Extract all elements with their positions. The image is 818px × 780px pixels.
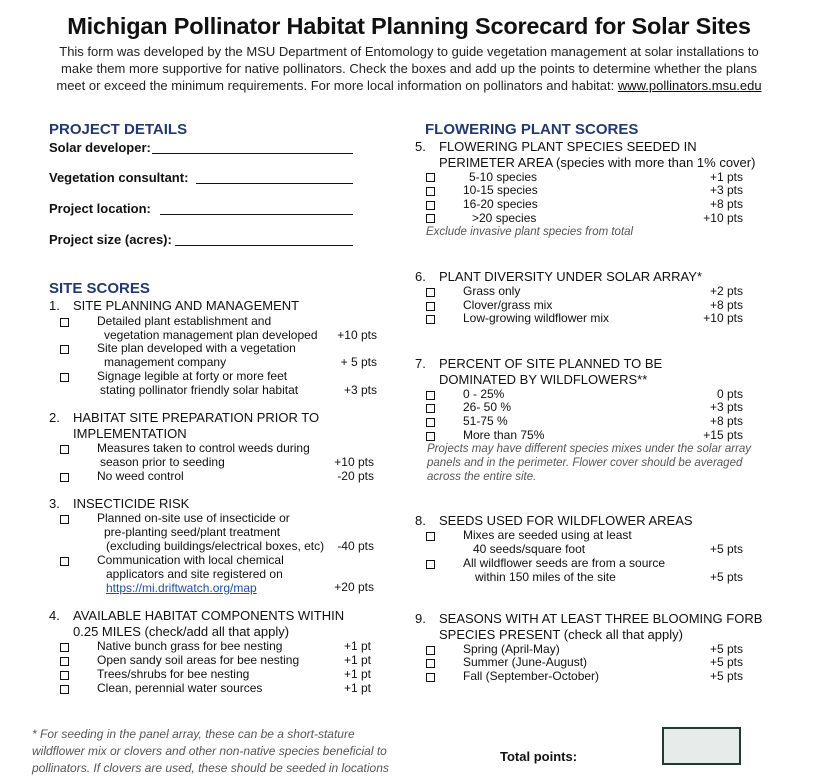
- q4-item3-points: +1 pt: [343, 667, 371, 681]
- q4-item3-label: Trees/shrubs for bee nesting: [97, 667, 250, 681]
- q5-item3-label: 16-20 species: [463, 197, 538, 211]
- total-points-label: Total points:: [500, 749, 578, 764]
- q4-item1-checkbox[interactable]: [60, 643, 69, 652]
- q2-title-line2: IMPLEMENTATION: [73, 426, 187, 441]
- q2-heading: [49, 410, 389, 442]
- q5-title-line1: FLOWERING PLANT SPECIES SEEDED IN: [439, 139, 697, 154]
- q4-heading: [49, 608, 389, 640]
- q5-item3-points: +8 pts: [709, 197, 743, 211]
- q7-item4-points: +15 pts: [703, 428, 743, 442]
- q3-item1-line2: pre-planting seed/plant treatment: [104, 525, 281, 539]
- q8-number: 8.: [415, 513, 426, 528]
- flowering-plant-scores-heading: FLOWERING PLANT SCORES: [425, 121, 639, 138]
- intro-text: [40, 43, 778, 94]
- q2-item2-line1: No weed control: [97, 469, 184, 483]
- q2-title-line1: HABITAT SITE PREPARATION PRIOR TO: [73, 410, 320, 425]
- q9-title-line1: SEASONS WITH AT LEAST THREE BLOOMING FORB: [439, 611, 763, 626]
- q7-number: 7.: [415, 356, 426, 371]
- q5-item3-checkbox[interactable]: [426, 201, 435, 210]
- q3-item1-line1: Planned on-site use of insecticide or: [97, 511, 290, 525]
- q5-number: 5.: [415, 139, 426, 154]
- intro-line-1: This form was developed by the MSU Department of Entomology to guide vegetation management at solar installations to: [59, 44, 759, 59]
- vegetation-consultant-field[interactable]: [196, 183, 353, 184]
- q9-item2-label: Summer (June-August): [463, 655, 588, 669]
- q7-item1-checkbox[interactable]: [426, 391, 435, 400]
- q2-item1-line2: season prior to seeding: [100, 455, 225, 469]
- q9-item1-points: +5 pts: [709, 642, 743, 656]
- q9-item3-label: Fall (September-October): [463, 669, 600, 683]
- intro-line-3: [40, 77, 778, 94]
- q7-item4-label: More than 75%: [463, 428, 545, 442]
- q8-item2-line1: All wildflower seeds are from a source: [463, 556, 666, 570]
- q5-item1-checkbox[interactable]: [426, 173, 435, 182]
- q5-item2-label: 10-15 species: [463, 183, 538, 197]
- q1-item3-line2: stating pollinator friendly solar habitat: [100, 383, 299, 397]
- q7-heading: [415, 356, 805, 388]
- q1-item2-points: + 5 pts: [340, 355, 377, 369]
- q6-item3-label: Low-growing wildflower mix: [463, 311, 610, 325]
- pollinators-link[interactable]: www.pollinators.msu.edu: [617, 78, 762, 93]
- q2-item2-points: -20 pts: [337, 469, 374, 483]
- q7-note-line3: across the entire site.: [427, 471, 537, 483]
- q7-item2-checkbox[interactable]: [426, 404, 435, 413]
- solar-developer-label: Solar developer:: [49, 140, 151, 155]
- q7-item3-points: +8 pts: [709, 414, 743, 428]
- q6-item1-label: Grass only: [463, 284, 521, 298]
- q9-item2-points: +5 pts: [709, 655, 743, 669]
- q7-item4-checkbox[interactable]: [426, 432, 435, 441]
- vegetation-consultant-label: Vegetation consultant:: [49, 170, 189, 185]
- q1-item2-line2: management company: [104, 355, 227, 369]
- q3-item1-points: -40 pts: [337, 539, 374, 553]
- q3-item2-line1: Communication with local chemical: [97, 553, 284, 567]
- q4-item1-points: +1 pt: [343, 639, 371, 653]
- q3-item1-checkbox[interactable]: [60, 515, 69, 524]
- q7-item2-points: +3 pts: [709, 400, 743, 414]
- q6-number: 6.: [415, 269, 426, 284]
- q4-item4-checkbox[interactable]: [60, 685, 69, 694]
- q6-item1-points: +2 pts: [709, 284, 743, 298]
- q4-title-line1: AVAILABLE HABITAT COMPONENTS WITHIN: [73, 608, 345, 623]
- q5-note: Exclude invasive plant species from total: [426, 226, 634, 238]
- q3-number: 3.: [49, 496, 60, 511]
- q9-item3-points: +5 pts: [709, 669, 743, 683]
- q8-item1-line1: Mixes are seeded using at least: [463, 528, 632, 542]
- footnote-line2: wildflower mix or clovers and other non-native species beneficial to: [32, 744, 387, 758]
- q9-item2-checkbox[interactable]: [426, 659, 435, 668]
- q3-item2-points: +20 pts: [334, 580, 374, 594]
- project-location-field[interactable]: [160, 214, 353, 215]
- q1-item2-line1: Site plan developed with a vegetation: [97, 341, 296, 355]
- q5-item2-points: +3 pts: [709, 183, 743, 197]
- q9-heading: [415, 611, 805, 643]
- q5-item1-points: +1 pts: [709, 170, 743, 184]
- q4-item1-label: Native bunch grass for bee nesting: [97, 639, 283, 653]
- q7-item3-checkbox[interactable]: [426, 418, 435, 427]
- q1-heading: [49, 298, 389, 314]
- q5-item4-label: >20 species: [472, 211, 537, 225]
- q1-item1-line2: vegetation management plan developed: [104, 328, 318, 342]
- q2-item1-points: +10 pts: [334, 455, 374, 469]
- q4-title-line2: 0.25 MILES (check/add all that apply): [73, 624, 290, 639]
- q2-number: 2.: [49, 410, 60, 425]
- q1-item3-checkbox[interactable]: [60, 373, 69, 382]
- q7-item1-label: 0 - 25%: [463, 387, 505, 401]
- q8-title: SEEDS USED FOR WILDFLOWER AREAS: [439, 513, 693, 528]
- q7-item1-points: 0 pts: [716, 387, 743, 401]
- q3-item2-line2: applicators and site registered on: [106, 567, 283, 581]
- q5-item4-checkbox[interactable]: [426, 214, 435, 223]
- q1-item2-checkbox[interactable]: [60, 345, 69, 354]
- q9-title-line2: SPECIES PRESENT (check all that apply): [439, 627, 683, 642]
- q6-title: PLANT DIVERSITY UNDER SOLAR ARRAY*: [439, 269, 702, 284]
- q4-item2-points: +1 pt: [343, 653, 371, 667]
- footnote-line1: * For seeding in the panel array, these can be a short-stature: [32, 727, 355, 741]
- total-points-box[interactable]: [662, 727, 741, 765]
- q7-title-line2: DOMINATED BY WILDFLOWERS**: [439, 372, 648, 387]
- q7-note-line1: Projects may have different species mixes under the solar array: [427, 443, 752, 455]
- q3-title: INSECTICIDE RISK: [73, 496, 190, 511]
- project-size-field[interactable]: [175, 245, 353, 246]
- intro-line-3-text: meet or exceed the minimum requirements. For more local information on pollinators and habitat:: [56, 78, 618, 93]
- q1-item1-checkbox[interactable]: [60, 318, 69, 327]
- q7-note-line2: panels and in the perimeter. Flower cover should be averaged: [427, 457, 743, 469]
- q3-heading: [49, 496, 389, 512]
- q1-item3-points: +3 pts: [343, 383, 377, 397]
- q9-number: 9.: [415, 611, 426, 626]
- q3-item1-line3: (excluding buildings/electrical boxes, etc): [106, 539, 325, 553]
- q4-item2-checkbox[interactable]: [60, 657, 69, 666]
- q1-item1-points: +10 pts: [337, 328, 377, 342]
- q3-item2-checkbox[interactable]: [60, 557, 69, 566]
- q5-heading: [415, 139, 805, 171]
- solar-developer-field[interactable]: [152, 153, 353, 154]
- q9-item1-label: Spring (April-May): [463, 642, 560, 656]
- q6-heading: [415, 269, 805, 285]
- q6-item2-points: +8 pts: [709, 298, 743, 312]
- q5-item1-label: 5-10 species: [469, 170, 538, 184]
- q4-item4-points: +1 pt: [343, 681, 371, 695]
- project-details-heading: PROJECT DETAILS: [49, 121, 188, 138]
- q5-item4-points: +10 pts: [703, 211, 743, 225]
- q1-item3-line1: Signage legible at forty or more feet: [97, 369, 288, 383]
- q8-item1-checkbox[interactable]: [426, 532, 435, 541]
- driftwatch-link[interactable]: https://mi.driftwatch.org/map: [106, 581, 257, 595]
- q9-item1-checkbox[interactable]: [426, 646, 435, 655]
- q8-item2-checkbox[interactable]: [426, 560, 435, 569]
- q1-number: 1.: [49, 298, 60, 313]
- site-scores-heading: SITE SCORES: [49, 280, 150, 297]
- q6-item3-checkbox[interactable]: [426, 315, 435, 324]
- q7-item3-label: 51-75 %: [463, 414, 508, 428]
- project-size-label: Project size (acres):: [49, 232, 172, 247]
- q4-item3-checkbox[interactable]: [60, 671, 69, 680]
- q4-item4-label: Clean, perennial water sources: [97, 681, 263, 695]
- intro-line-2: make them more supportive for native pollinators. Check the boxes and add up the points to determine whether the plans: [61, 61, 757, 76]
- q1-item1-line1: Detailed plant establishment and: [97, 314, 272, 328]
- q8-heading: [415, 513, 805, 529]
- q9-item3-checkbox[interactable]: [426, 673, 435, 682]
- q8-item1-line2: 40 seeds/square foot: [473, 542, 586, 556]
- q6-item1-checkbox[interactable]: [426, 288, 435, 297]
- q2-item2-checkbox[interactable]: [60, 473, 69, 482]
- q4-item2-label: Open sandy soil areas for bee nesting: [97, 653, 300, 667]
- project-location-label: Project location:: [49, 201, 151, 216]
- q5-item2-checkbox[interactable]: [426, 187, 435, 196]
- footnote-line3: pollinators. If clovers are used, these should be seeded in locations: [32, 761, 389, 775]
- q2-item1-line1: Measures taken to control weeds during: [97, 441, 310, 455]
- q8-item2-points: +5 pts: [709, 570, 743, 584]
- q4-number: 4.: [49, 608, 60, 623]
- q6-item2-label: Clover/grass mix: [463, 298, 553, 312]
- q2-item1-checkbox[interactable]: [60, 445, 69, 454]
- q7-title-line1: PERCENT OF SITE PLANNED TO BE: [439, 356, 663, 371]
- q8-item1-points: +5 pts: [709, 542, 743, 556]
- page-title: Michigan Pollinator Habitat Planning Scorecard for Solar Sites: [67, 13, 751, 39]
- q8-item2-line2: within 150 miles of the site: [475, 570, 616, 584]
- q6-item3-points: +10 pts: [703, 311, 743, 325]
- q1-title: SITE PLANNING AND MANAGEMENT: [73, 298, 300, 313]
- q7-item2-label: 26- 50 %: [463, 400, 512, 414]
- q5-title-line2: PERIMETER AREA (species with more than 1% cover): [439, 155, 756, 170]
- q6-item2-checkbox[interactable]: [426, 302, 435, 311]
